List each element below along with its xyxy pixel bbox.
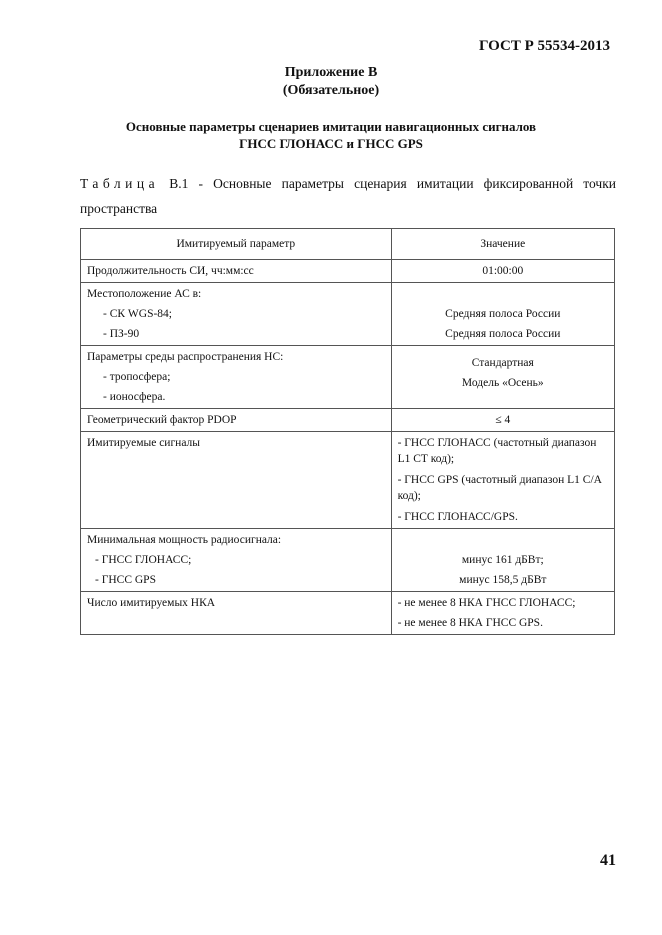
value-text: Стандартная (471, 357, 534, 369)
appendix-title (0, 64, 662, 100)
section-title-line-2: ГНСС ГЛОНАСС и ГНСС GPS (239, 136, 423, 151)
table-row (81, 592, 615, 635)
value-text: Модель «Осень» (461, 377, 544, 389)
table-row (81, 346, 615, 409)
section-title-line-1: Основные параметры сценариев имитации навигационных сигналов (125, 119, 537, 134)
value-cell (391, 432, 614, 529)
document-code: ГОСТ Р 55534-2013 (478, 38, 610, 54)
parameters-table (80, 228, 615, 635)
value-text: минус 158,5 дБВт (459, 574, 547, 586)
param-cell: Продолжительность СИ, чч:мм:сс (81, 260, 392, 283)
value-text: - ГНСС ГЛОНАСС (частотный диапазон L1 СТ код); (397, 437, 597, 465)
param-cell: Имитируемые сигналы (81, 432, 392, 529)
param-sub: - СК WGS-84; (103, 308, 172, 320)
value-text: - ГНСС GPS (частотный диапазон L1 C/A код); (397, 474, 602, 502)
value-cell (391, 346, 614, 409)
table-caption-text: В.1 - Основные параметры сценария имитации фиксированной точки пространства (80, 176, 617, 216)
table-header-row (81, 229, 615, 260)
param-sub: - тропосфера; (103, 371, 171, 383)
table-row (81, 283, 615, 346)
param-text: Параметры среды распространения НС: (87, 351, 284, 363)
param-cell (81, 529, 392, 592)
header-value: Значение (391, 229, 614, 260)
value-text: - не менее 8 НКА ГНСС GPS. (397, 617, 543, 629)
value-text: Средняя полоса России (445, 308, 561, 320)
value-text: минус 161 дБВт; (461, 554, 544, 566)
table-row (81, 529, 615, 592)
param-text: Местоположение АС в: (87, 288, 202, 300)
value-cell (391, 592, 614, 635)
param-cell (81, 283, 392, 346)
table-row (81, 260, 615, 283)
value-cell: 01:00:00 (391, 260, 614, 283)
param-sub: - ионосфера. (103, 391, 166, 403)
param-cell (81, 346, 392, 409)
header-param: Имитируемый параметр (81, 229, 392, 260)
table-caption-label: Таблица (80, 176, 160, 191)
page-number: 41 (600, 852, 616, 869)
section-title (0, 118, 662, 152)
value-text: - ГНСС ГЛОНАСС/GPS. (397, 511, 518, 523)
table-row (81, 432, 615, 529)
appendix-status: (Обязательное) (282, 83, 380, 98)
param-sub: - ГНСС GPS (95, 574, 156, 586)
value-cell (391, 529, 614, 592)
table-caption (80, 171, 616, 221)
param-sub: - ПЗ-90 (103, 328, 140, 340)
value-cell: ≤ 4 (391, 409, 614, 432)
value-text: Средняя полоса России (445, 328, 561, 340)
value-cell (391, 283, 614, 346)
param-cell: Число имитируемых НКА (81, 592, 392, 635)
appendix-label: Приложение В (284, 65, 378, 80)
table-row (81, 409, 615, 432)
param-sub: - ГНСС ГЛОНАСС; (95, 554, 192, 566)
param-cell: Геометрический фактор PDOP (81, 409, 392, 432)
param-text: Минимальная мощность радиосигнала: (87, 534, 282, 546)
value-text: - не менее 8 НКА ГНСС ГЛОНАСС; (397, 597, 576, 609)
